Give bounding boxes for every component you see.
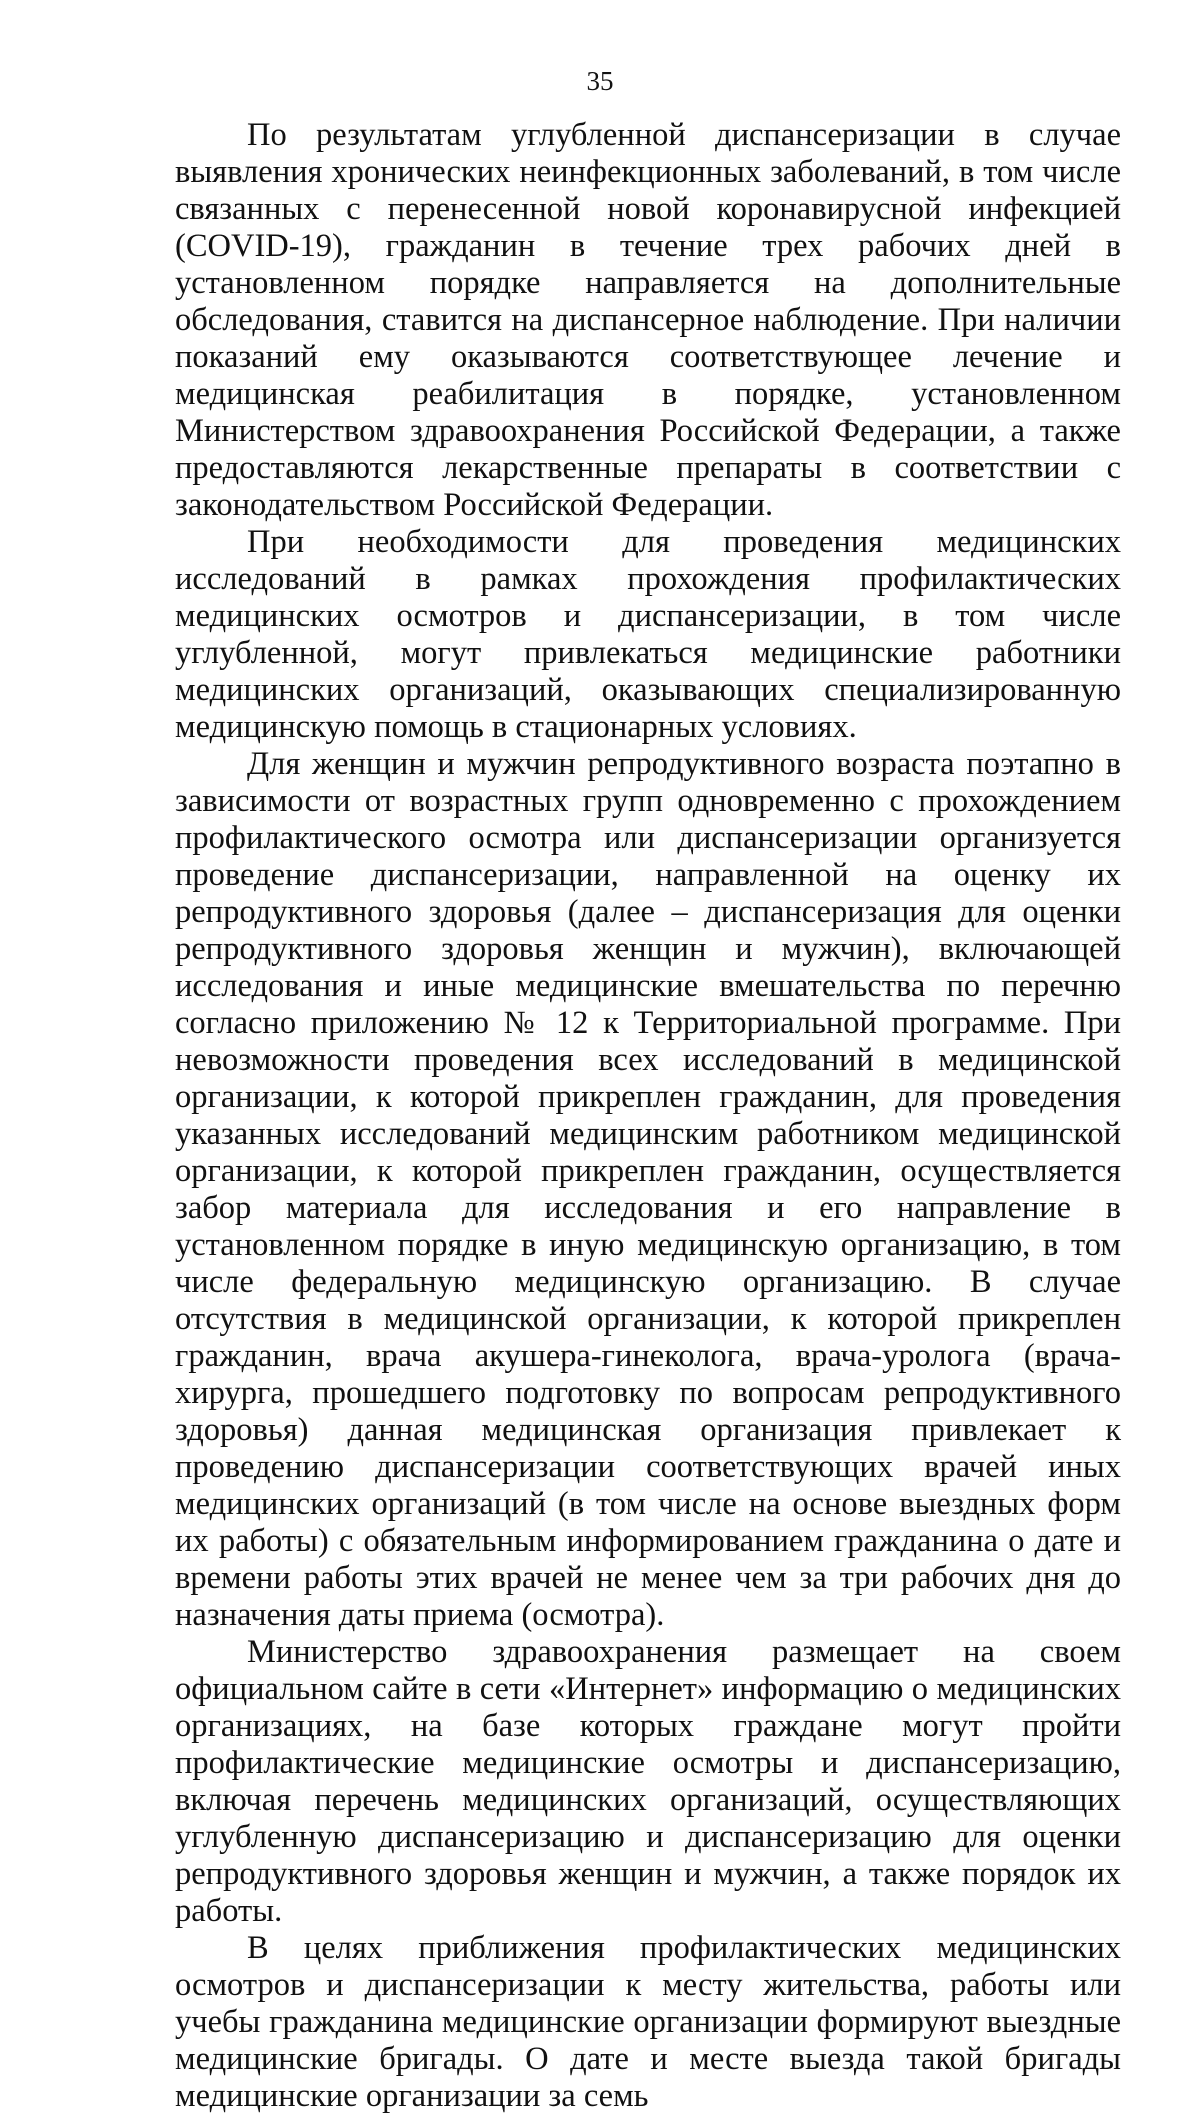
paragraph-in-depth-screening-results: По результатам углубленной диспансеризации в случае выявления хронических неинфекционных заболеваний, в том числе связанных с перенесенной новой коронавирусной инфекцией (COVID-19), гражданин в течение трех рабочих дней в установленном порядке направляется на дополнительные обследования, ставится на диспансерное наблюдение. При наличии показаний ему оказываются соответствующее лечение и медицинская реабилитация в порядке, установленном Министерством здравоохранения Российской Федерации, а также предоставляются лекарственные препараты в соответствии с законодательством Российской Федерации. — [175, 117, 1121, 523]
document-body — [175, 117, 1121, 2115]
paragraph-reproductive-health-screening: Для женщин и мужчин репродуктивного возраста поэтапно в зависимости от возрастных групп одновременно с прохождением профилактического осмотра или диспансеризации организуется проведение диспансеризации, направленной на оценку их репродуктивного здоровья (далее – диспансеризация для оценки репродуктивного здоровья женщин и мужчин), включающей исследования и иные медицинские вмешательства по перечню согласно приложению № 12 к Территориальной программе. При невозможности проведения всех исследований в медицинской организации, к которой прикреплен гражданин, для проведения указанных исследований медицинским работником медицинской организации, к которой прикреплен гражданин, осуществляется забор материала для исследования и его направление в установленном порядке в иную медицинскую организацию, в том числе федеральную медицинскую организацию. В случае отсутствия в медицинской организации, к которой прикреплен гражданин, врача акушера-гинеколога, врача-уролога (врача-хирурга, прошедшего подготовку по вопросам репродуктивного здоровья) данная медицинская организация привлекает к проведению диспансеризации соответствующих врачей иных медицинских организаций (в том числе на основе выездных форм их работы) с обязательным информированием гражданина о дате и времени работы этих врачей не менее чем за три рабочих дня до назначения даты приема (осмотра). — [175, 746, 1121, 1633]
paragraph-ministry-website-information: Министерство здравоохранения размещает на своем официальном сайте в сети «Интернет» информацию о медицинских организациях, на базе которых граждане могут пройти профилактические медицинские осмотры и диспансеризацию, включая перечень медицинских организаций, осуществляющих углубленную диспансеризацию и диспансеризацию для оценки репродуктивного здоровья женщин и мужчин, а также порядок их работы. — [175, 1634, 1121, 1929]
paragraph-involving-medical-workers: При необходимости для проведения медицинских исследований в рамках прохождения профилактических медицинских осмотров и диспансеризации, в том числе углубленной, могут привлекаться медицинские работники медицинских организаций, оказывающих специализированную медицинскую помощь в стационарных условиях. — [175, 524, 1121, 745]
paragraph-mobile-medical-teams: В целях приближения профилактических медицинских осмотров и диспансеризации к месту жительства, работы или учебы гражданина медицинские организации формируют выездные медицинские бригады. О дате и месте выезда такой бригады медицинские организации за семь — [175, 1930, 1121, 2114]
page-number: 35 — [586, 66, 614, 96]
